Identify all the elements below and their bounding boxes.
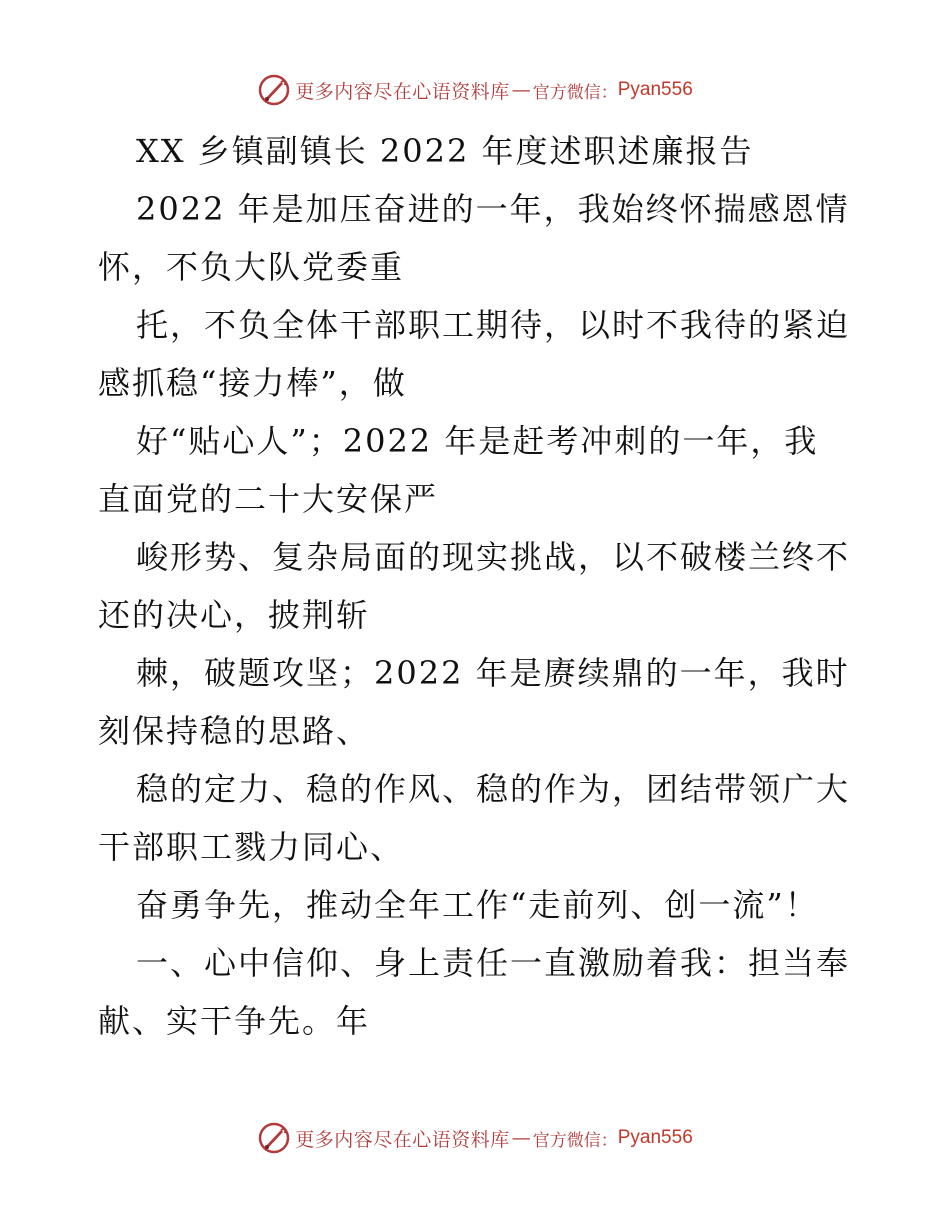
document-title: XX 乡镇副镇长 2022 年度述职述廉报告 <box>136 132 754 170</box>
banner-main-text: 更多内容尽在心语资料库 <box>295 80 510 103</box>
section-heading-line: 一、心中信仰、身上责任一直激励着我：担当奉 <box>136 944 851 982</box>
document-body <box>98 122 858 1050</box>
paragraph-line: 怀，不负大队党委重 <box>98 248 405 286</box>
banner-wechat-id: Pyan556 <box>617 79 693 100</box>
paragraph-line: 干部职工戮力同心、 <box>98 828 405 866</box>
paragraph-line: 奋勇争先，推动全年工作“走前列、创一流”！ <box>136 886 819 924</box>
header-banner <box>0 70 950 110</box>
paragraph-line: 托，不负全体干部职工期待，以时不我待的紧迫 <box>136 306 851 344</box>
paragraph-line: 刻保持稳的思路、 <box>98 712 371 750</box>
footer-banner <box>0 1118 950 1158</box>
banner-dash: — <box>511 1127 531 1149</box>
banner-dash: — <box>511 79 531 101</box>
quill-pen-logo-icon <box>257 1121 291 1155</box>
paragraph-line: 2022 年是加压奋进的一年，我始终怀揣感恩情 <box>136 190 850 228</box>
banner-main-text: 更多内容尽在心语资料库 <box>295 1128 510 1151</box>
paragraph-line: 感抓稳“接力棒”，做 <box>98 364 407 402</box>
quill-pen-logo-icon <box>257 73 291 107</box>
banner-wechat-label: 官方微信： <box>532 82 618 103</box>
banner-wechat-id: Pyan556 <box>617 1127 693 1148</box>
paragraph-line: 献、实干争先。年 <box>98 1002 371 1040</box>
paragraph-line: 棘，破题攻坚；2022 年是赓续鼎的一年，我时 <box>136 654 850 692</box>
paragraph-line: 好“贴心人”；2022 年是赶考冲刺的一年，我 <box>136 422 819 460</box>
paragraph-line: 还的决心，披荆斩 <box>98 596 371 634</box>
paragraph-line: 直面党的二十大安保严 <box>98 480 439 518</box>
paragraph-line: 峻形势、复杂局面的现实挑战，以不破楼兰终不 <box>136 538 851 576</box>
paragraph-line: 稳的定力、稳的作风、稳的作为，团结带领广大 <box>136 770 851 808</box>
banner-wechat-label: 官方微信： <box>532 1130 618 1151</box>
